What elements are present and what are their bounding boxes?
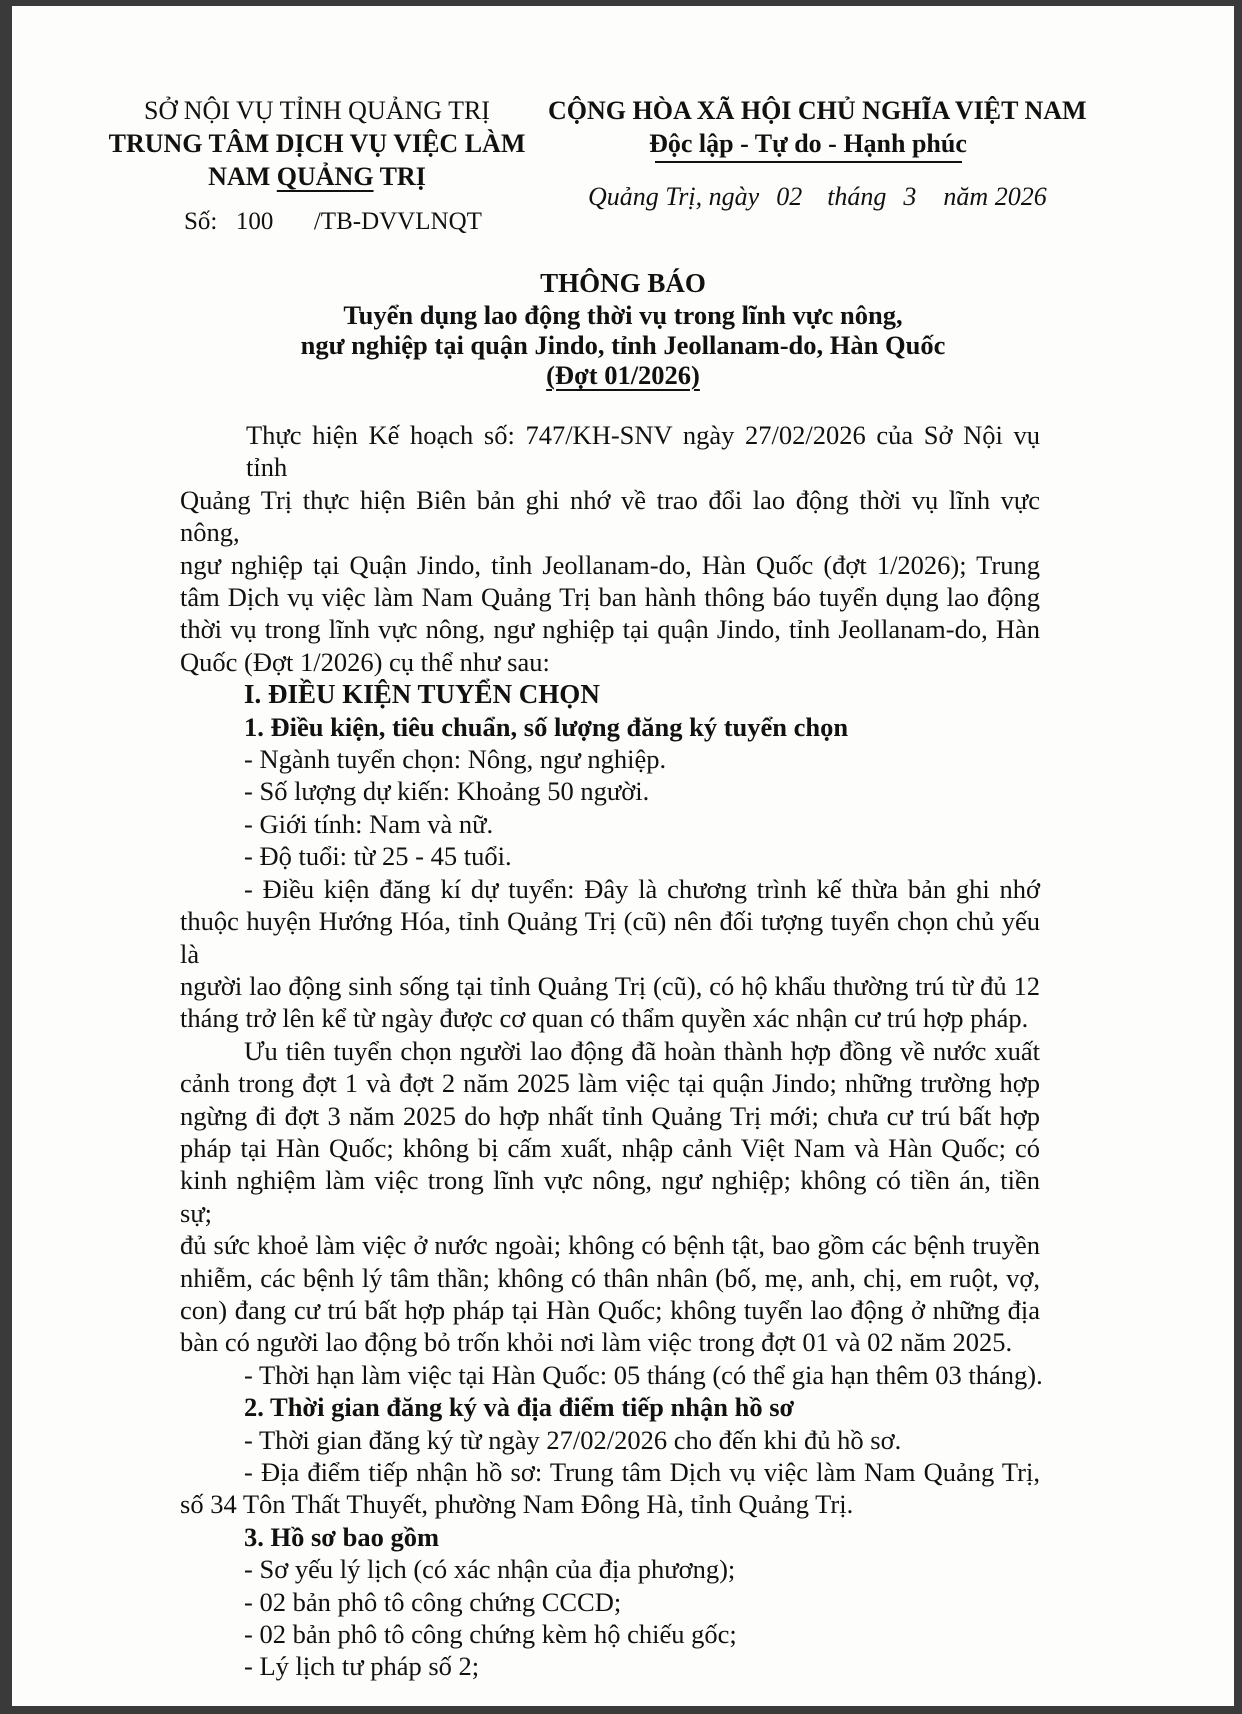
document-title: THÔNG BÁO — [540, 268, 706, 298]
parent-agency: SỞ NỘI VỤ TỈNH QUẢNG TRỊ — [144, 96, 490, 125]
document-item: - 02 bản phô tô công chứng CCCD; — [244, 1586, 622, 1617]
document-item: - 02 bản phô tô công chứng kèm hộ chiếu gốc; — [244, 1619, 737, 1650]
registration-time: - Thời gian đăng ký từ ngày 27/02/2026 cho đến khi đủ hồ sơ. — [244, 1424, 902, 1455]
motto-underline — [655, 161, 962, 163]
criteria-item: - Số lượng dự kiến: Khoảng 50 người. — [244, 776, 650, 807]
condition-paragraph: - Điều kiện đăng kí dự tuyển: Đây là chương trình kế thừa bản ghi nhớ thuộc huyện Hướng Hóa, tỉnh Quảng Trị (cũ) nên đối tượng tuyển chọn chủ yếu là người lao động sinh sống tại tỉnh Quảng Trị (cũ), có hộ khẩu thường trú từ đủ 12 tháng trở lên kể từ ngày được cơ quan có thẩm quyền xác nhận cư trú hợp pháp. — [180, 873, 1040, 1034]
criteria-item: - Giới tính: Nam và nữ. — [244, 808, 494, 839]
document-subtitle-line2: ngư nghiệp tại quận Jindo, tỉnh Jeollanam-do, Hàn Quốc — [300, 330, 946, 360]
document-subtitle-line1: Tuyển dụng lao động thời vụ trong lĩnh vực nông, — [343, 300, 903, 330]
agency-name-line2: NAM QUẢNG TRỊ — [208, 162, 426, 191]
subsection-heading-3: 3. Hồ sơ bao gồm — [244, 1521, 440, 1552]
document-page — [12, 6, 1234, 1706]
subsection-heading-1: 1. Điều kiện, tiêu chuẩn, số lượng đăng ký tuyển chọn — [244, 711, 849, 742]
registration-place: - Địa điểm tiếp nhận hồ sơ: Trung tâm Dịch vụ việc làm Nam Quảng Trị, số 34 Tôn Thất Thuyết, phường Nam Đông Hà, tỉnh Quảng Trị. — [180, 1457, 1040, 1520]
issue-date: Quảng Trị, ngày 02 tháng 3 năm 2026 — [588, 182, 1047, 211]
criteria-item: - Ngành tuyển chọn: Nông, ngư nghiệp. — [244, 744, 667, 775]
agency-header — [102, 94, 532, 193]
agency-name-line1: TRUNG TÂM DỊCH VỤ VIỆC LÀM — [108, 129, 526, 158]
subsection-heading-2: 2. Thời gian đăng ký và địa điểm tiếp nhận hồ sơ — [244, 1392, 795, 1423]
intro-paragraph: Thực hiện Kế hoạch số: 747/KH-SNV ngày 27/02/2026 của Sở Nội vụ tỉnh Quảng Trị thực hiện Biên bản ghi nhớ về trao đổi lao động thời vụ lĩnh vực nông, ngư nghiệp tại Quận Jindo, tỉnh Jeollanam-do, Hàn Quốc (đợt 1/2026); Trung tâm Dịch vụ việc làm Nam Quảng Trị ban hành thông báo tuyển dụng lao động thời vụ trong lĩnh vực nông, ngư nghiệp tại quận Jindo, tỉnh Jeollanam-do, Hàn Quốc (Đợt 1/2026) cụ thể như sau: — [180, 420, 1040, 677]
document-number: Số: 100 /TB-DVVLNQT — [184, 208, 482, 235]
document-item: - Sơ yếu lý lịch (có xác nhận của địa phương); — [244, 1554, 736, 1585]
document-item: - Lý lịch tư pháp số 2; — [244, 1651, 480, 1682]
duration-item: - Thời hạn làm việc tại Hàn Quốc: 05 tháng (có thể gia hạn thêm 03 tháng). — [244, 1359, 1043, 1390]
criteria-item: - Độ tuổi: từ 25 - 45 tuổi. — [244, 841, 512, 872]
priority-paragraph: Ưu tiên tuyển chọn người lao động đã hoàn thành hợp đồng về nước xuất cảnh trong đợt 1 và đợt 2 năm 2025 làm việc tại quận Jindo; những trường hợp ngừng đi đợt 3 năm 2025 do hợp nhất tỉnh Quảng Trị mới; chưa cư trú bất hợp pháp tại Hàn Quốc; không bị cấm xuất, nhập cảnh Việt Nam và Hàn Quốc; có kinh nghiệm làm việc trong lĩnh vực nông, ngư nghiệp; không có tiền án, tiền sự; đủ sức khoẻ làm việc ở nước ngoài; không có bệnh tật, bao gồm các bệnh truyền nhiễm, các bệnh lý tâm thần; không có thân nhân (bố, mẹ, anh, chị, em ruột, vợ, con) đang cư trú bất hợp pháp tại Hàn Quốc; không tuyển lao động ở những địa bàn có người lao động bỏ trốn khỏi nơi làm việc trong đợt 01 và 02 năm 2025. — [180, 1035, 1040, 1358]
national-title: CỘNG HÒA XÃ HỘI CHỦ NGHĨA VIỆT NAM — [548, 96, 1087, 125]
national-motto: Độc lập - Tự do - Hạnh phúc — [649, 129, 967, 158]
batch-label: (Đợt 01/2026) — [546, 360, 700, 390]
document-body — [12, 419, 1234, 1683]
section-heading: I. ĐIỀU KIỆN TUYỂN CHỌN — [244, 679, 600, 710]
